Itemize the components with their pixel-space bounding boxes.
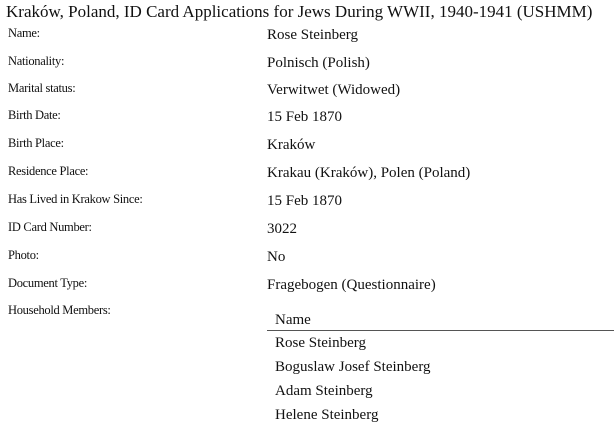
field-row-residence-place: [0, 164, 614, 188]
household-member: Rose Steinberg: [275, 335, 366, 351]
household-member: Helene Steinberg: [275, 407, 379, 423]
field-value-document-type: Fragebogen (Questionnaire): [267, 277, 436, 293]
field-row-document-type: [0, 276, 614, 300]
field-label-birth-date: Birth Date:: [8, 108, 61, 122]
field-row-lived-since: [0, 192, 614, 216]
field-value-lived-since: 15 Feb 1870: [267, 193, 342, 209]
field-label-marital-status: Marital status:: [8, 81, 76, 95]
field-value-name: Rose Steinberg: [267, 27, 358, 43]
field-label-residence-place: Residence Place:: [8, 164, 89, 178]
field-value-nationality: Polnisch (Polish): [267, 55, 370, 71]
field-value-birth-place: Kraków: [267, 137, 316, 153]
household-members-table: [267, 312, 614, 427]
field-row-birth-date: [0, 108, 614, 132]
field-row-birth-place: [0, 136, 614, 160]
household-member: Boguslaw Josef Steinberg: [275, 359, 431, 375]
field-label-photo: Photo:: [8, 248, 39, 262]
field-row-name: [0, 26, 614, 50]
field-label-household-members: Household Members:: [8, 303, 111, 317]
field-label-document-type: Document Type:: [8, 276, 88, 290]
page-title: Kraków, Poland, ID Card Applications for Jews During WWII, 1940-1941 (USHMM): [6, 2, 593, 21]
field-row-marital-status: [0, 81, 614, 105]
field-label-birth-place: Birth Place:: [8, 136, 64, 150]
field-row-id-card-number: [0, 220, 614, 244]
field-row-photo: [0, 248, 614, 272]
household-member: Adam Steinberg: [275, 383, 373, 399]
field-value-photo: No: [267, 249, 286, 265]
field-label-id-card-number: ID Card Number:: [8, 220, 92, 234]
field-label-nationality: Nationality:: [8, 54, 65, 68]
household-column-header: Name: [267, 312, 614, 331]
field-value-id-card-number: 3022: [267, 221, 297, 237]
field-row-nationality: [0, 54, 614, 78]
field-label-lived-since: Has Lived in Krakow Since:: [8, 192, 143, 206]
field-value-marital-status: Verwitwet (Widowed): [267, 82, 401, 98]
field-label-name: Name:: [8, 26, 40, 40]
field-value-residence-place: Krakau (Kraków), Polen (Poland): [267, 165, 471, 181]
household-members-list: [267, 331, 614, 427]
field-value-birth-date: 15 Feb 1870: [267, 109, 342, 125]
